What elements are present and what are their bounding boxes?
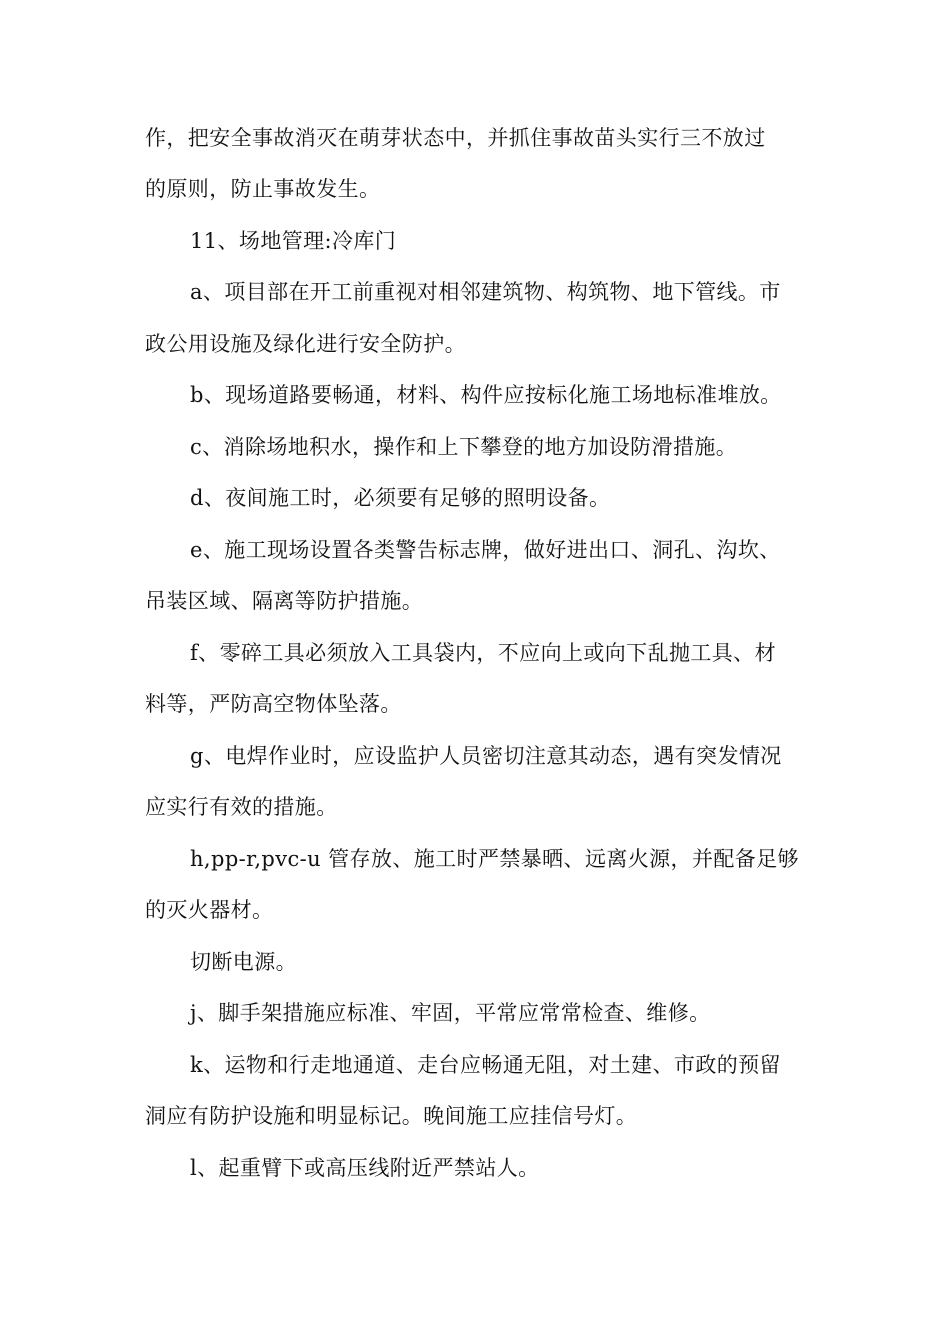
text-line: 吊装区域、隔离等防护措施。 <box>145 589 424 613</box>
text-line: d、夜间施工时，必须要有足够的照明设备。 <box>190 486 611 510</box>
text-line: 洞应有防护设施和明显标记。晚间施工应挂信号灯。 <box>145 1104 638 1128</box>
text-line: b、现场道路要畅通，材料、构件应按标化施工场地标准堆放。 <box>190 383 782 407</box>
text-line: g、电焊作业时，应设监护人员密切注意其动态，遇有突发情况 <box>190 744 782 768</box>
text-line: l、起重臂下或高压线附近严禁站人。 <box>190 1156 540 1180</box>
text-line: 的原则，防止事故发生。 <box>145 177 381 201</box>
text-line: 料等，严防高空物体坠落。 <box>145 692 402 716</box>
text-line: e、施工现场设置各类警告标志牌，做好进出口、洞孔、沟坎、 <box>190 538 781 562</box>
text-line: c、消除场地积水，操作和上下攀登的地方加设防滑措施。 <box>190 435 738 459</box>
text-line: 作，把安全事故消灭在萌芽状态中，并抓住事故苗头实行三不放过 <box>145 126 766 150</box>
text-line: 切断电源。 <box>190 950 297 974</box>
text-line: h,pp-r,pvc-u 管存放、施工时严禁暴晒、远离火源，并配备足够 <box>190 847 799 871</box>
text-line: a、项目部在开工前重视对相邻建筑物、构筑物、地下管线。市 <box>190 280 781 304</box>
text-line: j、脚手架措施应标准、牢固，平常应常常检查、维修。 <box>190 1001 711 1025</box>
text-line: 的灭火器材。 <box>145 898 274 922</box>
text-line: f、零碎工具必须放入工具袋内，不应向上或向下乱抛工具、材 <box>190 641 776 665</box>
text-line: 政公用设施及绿化进行安全防护。 <box>145 332 466 356</box>
section-heading: 11、场地管理:冷库门 <box>190 229 397 253</box>
text-line: 应实行有效的措施。 <box>145 795 338 819</box>
text-line: k、运物和行走地通道、走台应畅通无阻，对土建、市政的预留 <box>190 1053 781 1077</box>
